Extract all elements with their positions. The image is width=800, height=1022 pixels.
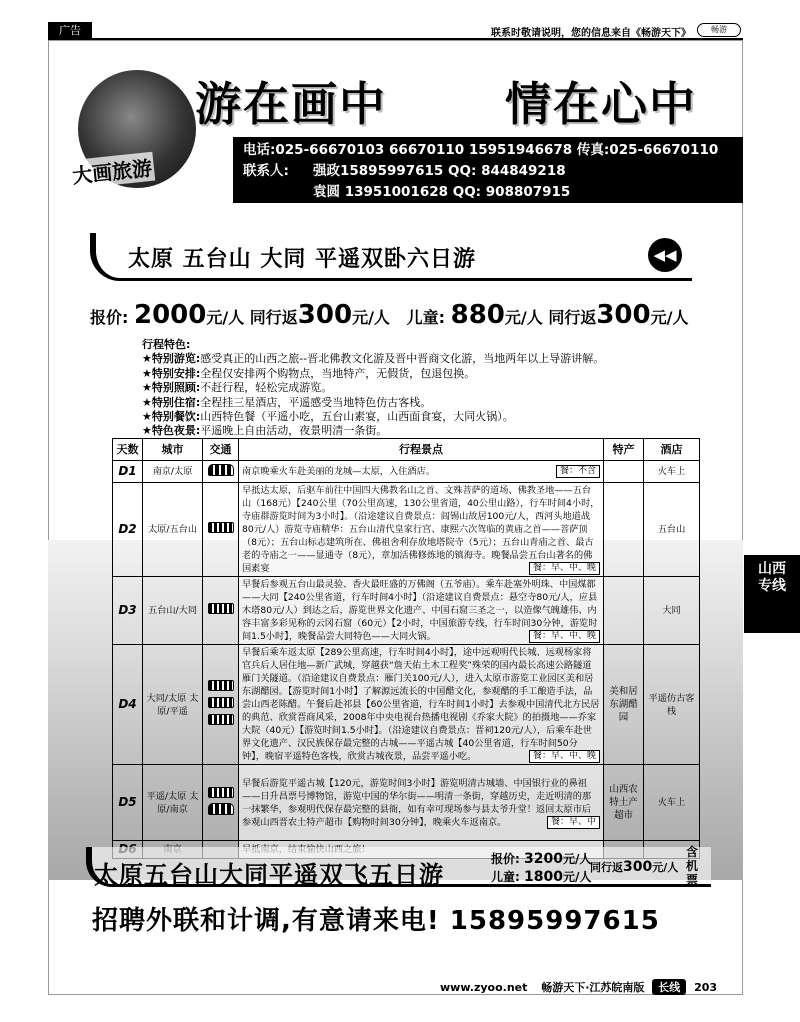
- footer-site[interactable]: www.zyoo.net: [440, 981, 528, 994]
- meal-badge: 餐：早、中、晚: [529, 750, 600, 763]
- top-note: 联系时敬请说明，您的信息来自《畅游天下》: [491, 28, 691, 39]
- adult-price: 2000: [133, 300, 207, 330]
- itinerary-table: [112, 438, 700, 859]
- fly-includes: 含机票: [686, 845, 699, 887]
- adult-return: 300: [297, 300, 353, 330]
- table-row: D3 五台山/大同 早餐后参观五台山最灵验、香火最旺盛的万佛阁（五爷庙）。乘车赴塞外明珠、中国煤都——大同【240公里省道，行车时间4小时】（沿途建议自费景点：悬空寺80元/人，应县木塔80元/人）到达之后，游览世界文化遗产、中国石窟三圣之一，以造像气魄雄伟、内容丰富多彩见称的云冈石窟（60元）【2小时，中国旅游专线，行车时间30分钟，游览时间1.5小时】，晚餐品尝大同特色——大同火锅。 餐：早、中、晚 大同: [113, 577, 700, 645]
- footer-tag: 长线: [652, 979, 686, 995]
- logo-text: 大画旅游: [69, 152, 156, 190]
- price-line: 报价: 2000元/人 同行返300元/人 儿童: 880元/人 同行返300元/人: [90, 300, 689, 330]
- features-heading: 行程特色:: [142, 338, 191, 351]
- bus-icon: [208, 603, 234, 614]
- feature-item: ★特别照顾:不赶行程，轻松完成游览。: [142, 381, 333, 395]
- feature-item: ★特别餐饮:山西特色餐（平遥小吃，五台山素宴，山西面食宴，大同火锅）。: [142, 410, 514, 424]
- bus-icon: [208, 522, 234, 533]
- child-return: 300: [596, 300, 651, 330]
- top-bar: [48, 22, 743, 40]
- slogan-right: 情在心中: [505, 77, 697, 131]
- ad-label: 广告: [48, 22, 92, 40]
- train-icon: [208, 464, 234, 476]
- bus-icon: [208, 787, 234, 798]
- header-specialty: 特产: [604, 439, 644, 461]
- fly-peer-return: 同行返300元/人: [590, 859, 679, 875]
- features-list: [142, 338, 604, 439]
- feature-item: ★特别住宿:全程挂三星酒店，平遥感受当地特色仿古客栈。: [142, 395, 432, 409]
- fly-route-title: 太原五台山大同平遥双飞五日游: [94, 861, 444, 889]
- meal-badge: 餐：早、中、晚: [529, 630, 600, 643]
- side-tab-shanxi: 山西 专线: [744, 555, 800, 633]
- route-title: 太原 五台山 大同 平遥双卧六日游: [128, 247, 476, 272]
- footer: [440, 979, 717, 995]
- meal-badge: 餐：早、中、晚: [529, 562, 600, 575]
- bus-icon: [208, 697, 234, 708]
- contact-box: [233, 137, 743, 203]
- child-price: 880: [450, 300, 505, 330]
- feature-item: ★特别游览:感受真正的山西之旅--晋北佛教文化游及晋中晋商文化游，当地两年以上导游讲解。: [142, 352, 605, 366]
- header-itinerary: 行程景点: [239, 439, 604, 461]
- fly-price: 报价: 3200元/人 儿童: 1800元/人: [491, 851, 592, 885]
- publication-logo: 畅游: [697, 23, 741, 37]
- meal-badge: 餐：不含: [556, 465, 600, 478]
- contact-person-1: 强政15895997615 QQ: 844849218: [313, 163, 566, 179]
- bus-icon: [208, 680, 234, 691]
- bus-icon: [208, 714, 234, 725]
- header-day: 天数: [113, 439, 143, 461]
- contact-tel: 电话:025-66670103 66670110 15951946678 传真:025-66670110: [243, 142, 719, 158]
- feature-item: ★特色夜景:平遥晚上自由活动，夜景明清一条街。: [142, 424, 388, 438]
- header-transport: 交通: [203, 439, 239, 461]
- header-city: 城市: [143, 439, 203, 461]
- page-number: 203: [694, 981, 718, 994]
- feature-item: ★特别安排:全程仅安排两个购物点，当地特产，无假货，包退包换。: [142, 366, 476, 380]
- agency-logo: [70, 70, 200, 188]
- table-row: D4 大同/太原 太原/平遥 早餐后乘车返太原【289公里高速，行车时间4小时】，途中远观明代长城、远观杨家将官兵后人居住地—新广武城，穿越获“詹天佑土木工程奖”殊荣的国内最长高速公路隧道雁门关隧道。（沿途建议自费景点：雁门关100元/人），进入太原市游览工业园区美和居东湖醋园。【游览时间1小时】了解源远流长的中国醋文化，参观醋的手工酿造手法，品尝山西老陈醋。午餐后赴祁县【60公里省道，行车时间1小时】去参观中国清代北方民居的典范、欣赏晋商风采，2008年中央电视台热播电视剧《乔家大院》的拍摄地——乔家大院（40元）【游览时间1.5小时】。（沿途建议自费景点：晋祠120元/人），后乘车赴世界文化遗产、汉民族保存最完整的古城——平遥古城【40公里省道，行车时间50分钟】，晚宿平遥特色客栈，欣赏古城夜景，品尝平遥小吃。 餐：早、中、晚 美和居东湖醋园 平遥仿古客栈: [113, 645, 700, 765]
- meal-badge: 餐：早、中: [547, 816, 600, 829]
- table-row: D5 平遥/太原 太原/南京 早餐后游览平遥古城【120元，游览时间3小时】游览明清古城墙、中国银行业的鼻祖——日升昌票号博物馆，游览中国的华尔街——明清一条街，穿越历史，走近明清的那一抹繁华，参观明代保存最完整的县衙，如有幸可现场参与县太爷升堂！返回太原市后参观山西晋农土特产超市【购物时间30分钟】，晚乘火车返南京。 餐：早、中 山西农特土产超市 火车上: [113, 765, 700, 841]
- footer-publication: 畅游天下·江苏皖南版: [541, 981, 645, 994]
- recruit-line: 招聘外联和计调,有意请来电! 15895997615: [92, 906, 660, 936]
- header-hotel: 酒店: [644, 439, 700, 461]
- rewind-icon: ◀◀: [648, 238, 682, 272]
- table-row: D1 南京/太原 餐：不含 南京晚乘火车赴美丽的龙城—太原，入住酒店。 火车上: [113, 461, 700, 483]
- table-row: D2 太原/五台山 早抵达太原，后驱车前往中国四大佛教名山之首、文殊菩萨的道场、佛教圣地——五台山（168元）【240公里（70公里高速，130公里省道，40公里山路），行车时间4小时，寺庙群游览时间为3小时】。（沿途建议自费景点：闾锡山故居100元/人，西河头地道战80元/人）游览寺庙精华：五台山清代皇家行宫、康熙六次驾临的黄庙之首——菩萨顶（8元）；五台山标志建筑所在、佛祖舍利存放地塔院寺（5元）；五台山青庙之首、最古老的寺庙之一——显通寺（8元），章加活佛修炼地的镇海寺。晚餐品尝五台山著名的佛国素宴 餐：早、中、晚 五台山: [113, 483, 700, 577]
- contact-person-2: 袁圆 13951001628 QQ: 908807915: [313, 184, 571, 200]
- slogan-left: 游在画中: [195, 77, 387, 131]
- contact-person-label: 联系人:: [243, 163, 289, 179]
- train-icon: [208, 803, 234, 815]
